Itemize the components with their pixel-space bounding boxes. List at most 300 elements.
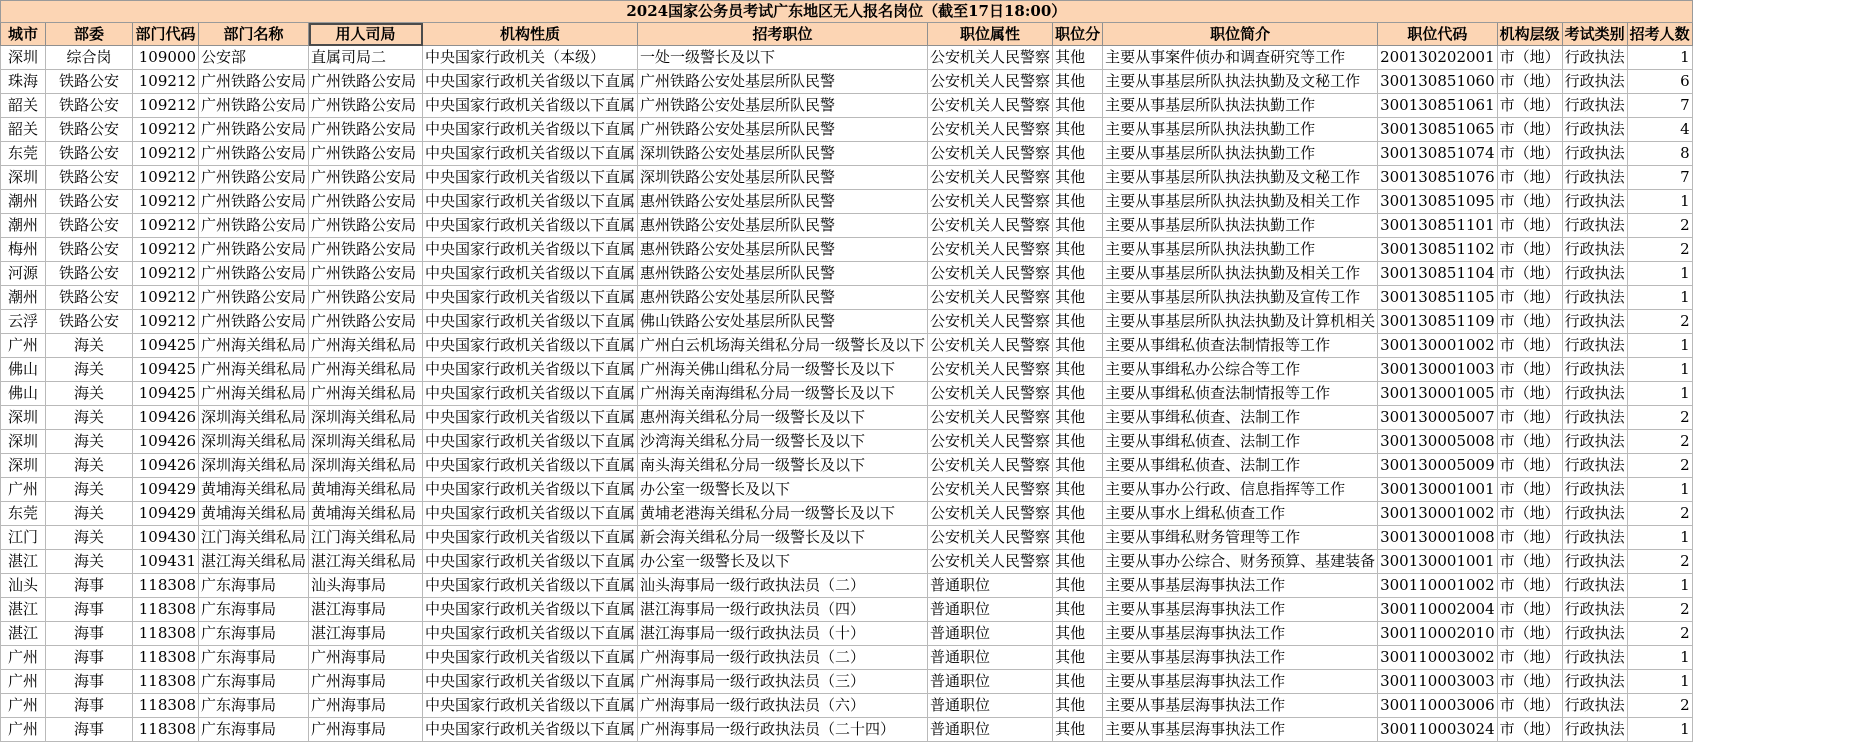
- cell-dept-name[interactable]: 江门海关缉私局: [199, 526, 309, 550]
- cell-position-attr[interactable]: 公安机关人民警察: [928, 94, 1053, 118]
- cell-city[interactable]: 东莞: [1, 502, 46, 526]
- cell-dept-name[interactable]: 深圳海关缉私局: [199, 430, 309, 454]
- cell-employer-bureau[interactable]: 广州海关缉私局: [309, 334, 423, 358]
- cell-org-level[interactable]: 市（地）: [1497, 526, 1562, 550]
- cell-exam-type[interactable]: 行政执法: [1562, 526, 1627, 550]
- cell-employer-bureau[interactable]: 湛江海事局: [309, 622, 423, 646]
- cell-ministry[interactable]: 海事: [46, 646, 133, 670]
- cell-org-nature[interactable]: 中央国家行政机关省级以下直属: [423, 262, 638, 286]
- cell-position-desc[interactable]: 主要从事水上缉私侦查工作: [1103, 502, 1378, 526]
- cell-position-attr[interactable]: 普通职位: [928, 574, 1053, 598]
- cell-employer-bureau[interactable]: 广州铁路公安局: [309, 238, 423, 262]
- cell-position-attr[interactable]: 公安机关人民警察: [928, 406, 1053, 430]
- cell-dept-name[interactable]: 广东海事局: [199, 718, 309, 742]
- cell-dept-name[interactable]: 湛江海关缉私局: [199, 550, 309, 574]
- cell-quota[interactable]: 6: [1627, 70, 1692, 94]
- cell-position-code[interactable]: 300130001002: [1378, 334, 1498, 358]
- cell-position-class[interactable]: 其他: [1053, 694, 1103, 718]
- cell-position-code[interactable]: 300110003002: [1378, 646, 1498, 670]
- cell-position-code[interactable]: 300130005008: [1378, 430, 1498, 454]
- cell-exam-type[interactable]: 行政执法: [1562, 94, 1627, 118]
- cell-org-level[interactable]: 市（地）: [1497, 406, 1562, 430]
- cell-dept-code[interactable]: 109431: [133, 550, 199, 574]
- cell-dept-code[interactable]: 109212: [133, 190, 199, 214]
- cell-position[interactable]: 办公室一级警长及以下: [638, 478, 928, 502]
- cell-position-class[interactable]: 其他: [1053, 190, 1103, 214]
- cell-position-desc[interactable]: 主要从事基层海事执法工作: [1103, 646, 1378, 670]
- header-exam-type[interactable]: 考试类别: [1562, 23, 1627, 46]
- header-org-nature[interactable]: 机构性质: [423, 23, 638, 46]
- cell-exam-type[interactable]: 行政执法: [1562, 670, 1627, 694]
- header-position-desc[interactable]: 职位简介: [1103, 23, 1378, 46]
- cell-org-level[interactable]: 市（地）: [1497, 70, 1562, 94]
- cell-quota[interactable]: 2: [1627, 214, 1692, 238]
- cell-org-level[interactable]: 市（地）: [1497, 358, 1562, 382]
- cell-employer-bureau[interactable]: 广州铁路公安局: [309, 286, 423, 310]
- cell-org-level[interactable]: 市（地）: [1497, 310, 1562, 334]
- cell-quota[interactable]: 1: [1627, 46, 1692, 70]
- cell-org-level[interactable]: 市（地）: [1497, 574, 1562, 598]
- cell-position-code[interactable]: 300110003003: [1378, 670, 1498, 694]
- cell-quota[interactable]: 2: [1627, 430, 1692, 454]
- cell-position[interactable]: 惠州铁路公安处基层所队民警: [638, 262, 928, 286]
- cell-dept-name[interactable]: 广州铁路公安局: [199, 286, 309, 310]
- cell-quota[interactable]: 8: [1627, 142, 1692, 166]
- cell-city[interactable]: 佛山: [1, 358, 46, 382]
- cell-org-nature[interactable]: 中央国家行政机关省级以下直属: [423, 238, 638, 262]
- cell-position[interactable]: 黄埔老港海关缉私分局一级警长及以下: [638, 502, 928, 526]
- cell-position[interactable]: 深圳铁路公安处基层所队民警: [638, 166, 928, 190]
- cell-ministry[interactable]: 海关: [46, 478, 133, 502]
- cell-position-class[interactable]: 其他: [1053, 454, 1103, 478]
- cell-ministry[interactable]: 铁路公安: [46, 214, 133, 238]
- header-position-class[interactable]: 职位分: [1053, 23, 1103, 46]
- cell-ministry[interactable]: 海事: [46, 622, 133, 646]
- cell-exam-type[interactable]: 行政执法: [1562, 286, 1627, 310]
- cell-dept-name[interactable]: 广东海事局: [199, 694, 309, 718]
- cell-position-attr[interactable]: 普通职位: [928, 622, 1053, 646]
- cell-position-code[interactable]: 300110002010: [1378, 622, 1498, 646]
- cell-dept-name[interactable]: 广州铁路公安局: [199, 118, 309, 142]
- cell-exam-type[interactable]: 行政执法: [1562, 406, 1627, 430]
- cell-dept-code[interactable]: 109429: [133, 478, 199, 502]
- cell-ministry[interactable]: 铁路公安: [46, 70, 133, 94]
- cell-position[interactable]: 惠州铁路公安处基层所队民警: [638, 214, 928, 238]
- cell-city[interactable]: 广州: [1, 694, 46, 718]
- cell-org-nature[interactable]: 中央国家行政机关省级以下直属: [423, 622, 638, 646]
- cell-quota[interactable]: 2: [1627, 238, 1692, 262]
- cell-org-level[interactable]: 市（地）: [1497, 598, 1562, 622]
- cell-employer-bureau[interactable]: 广州铁路公安局: [309, 310, 423, 334]
- cell-employer-bureau[interactable]: 广州海关缉私局: [309, 382, 423, 406]
- cell-position-class[interactable]: 其他: [1053, 286, 1103, 310]
- cell-dept-code[interactable]: 109212: [133, 118, 199, 142]
- cell-employer-bureau[interactable]: 广州铁路公安局: [309, 70, 423, 94]
- cell-org-nature[interactable]: 中央国家行政机关省级以下直属: [423, 478, 638, 502]
- cell-employer-bureau[interactable]: 广州海事局: [309, 670, 423, 694]
- cell-exam-type[interactable]: 行政执法: [1562, 142, 1627, 166]
- cell-exam-type[interactable]: 行政执法: [1562, 502, 1627, 526]
- cell-quota[interactable]: 2: [1627, 406, 1692, 430]
- cell-org-nature[interactable]: 中央国家行政机关省级以下直属: [423, 118, 638, 142]
- cell-position-attr[interactable]: 公安机关人民警察: [928, 118, 1053, 142]
- cell-org-level[interactable]: 市（地）: [1497, 334, 1562, 358]
- cell-position-attr[interactable]: 公安机关人民警察: [928, 262, 1053, 286]
- cell-org-level[interactable]: 市（地）: [1497, 670, 1562, 694]
- cell-position[interactable]: 广州铁路公安处基层所队民警: [638, 70, 928, 94]
- cell-position-attr[interactable]: 普通职位: [928, 694, 1053, 718]
- cell-employer-bureau[interactable]: 湛江海事局: [309, 598, 423, 622]
- cell-quota[interactable]: 2: [1627, 694, 1692, 718]
- cell-exam-type[interactable]: 行政执法: [1562, 550, 1627, 574]
- cell-dept-code[interactable]: 109212: [133, 70, 199, 94]
- cell-city[interactable]: 深圳: [1, 406, 46, 430]
- cell-org-nature[interactable]: 中央国家行政机关省级以下直属: [423, 166, 638, 190]
- cell-position-class[interactable]: 其他: [1053, 94, 1103, 118]
- cell-org-nature[interactable]: 中央国家行政机关省级以下直属: [423, 718, 638, 742]
- cell-dept-code[interactable]: 118308: [133, 670, 199, 694]
- cell-dept-name[interactable]: 广东海事局: [199, 622, 309, 646]
- cell-position-attr[interactable]: 公安机关人民警察: [928, 334, 1053, 358]
- cell-exam-type[interactable]: 行政执法: [1562, 214, 1627, 238]
- cell-dept-code[interactable]: 109429: [133, 502, 199, 526]
- cell-ministry[interactable]: 综合岗: [46, 46, 133, 70]
- cell-employer-bureau[interactable]: 广州铁路公安局: [309, 262, 423, 286]
- cell-employer-bureau[interactable]: 广州铁路公安局: [309, 166, 423, 190]
- cell-position-code[interactable]: 300130001005: [1378, 382, 1498, 406]
- cell-position-attr[interactable]: 公安机关人民警察: [928, 526, 1053, 550]
- cell-exam-type[interactable]: 行政执法: [1562, 118, 1627, 142]
- cell-quota[interactable]: 1: [1627, 286, 1692, 310]
- cell-position-attr[interactable]: 普通职位: [928, 646, 1053, 670]
- cell-exam-type[interactable]: 行政执法: [1562, 190, 1627, 214]
- cell-position[interactable]: 沙湾海关缉私分局一级警长及以下: [638, 430, 928, 454]
- cell-exam-type[interactable]: 行政执法: [1562, 46, 1627, 70]
- cell-employer-bureau[interactable]: 广州海关缉私局: [309, 358, 423, 382]
- cell-dept-code[interactable]: 109212: [133, 214, 199, 238]
- cell-org-nature[interactable]: 中央国家行政机关省级以下直属: [423, 670, 638, 694]
- cell-position-desc[interactable]: 主要从事基层所队执法执勤工作: [1103, 142, 1378, 166]
- cell-position[interactable]: 广州铁路公安处基层所队民警: [638, 94, 928, 118]
- cell-position-desc[interactable]: 主要从事基层所队执法执勤及宣传工作: [1103, 286, 1378, 310]
- cell-ministry[interactable]: 海关: [46, 406, 133, 430]
- cell-quota[interactable]: 1: [1627, 190, 1692, 214]
- cell-exam-type[interactable]: 行政执法: [1562, 454, 1627, 478]
- cell-ministry[interactable]: 海事: [46, 574, 133, 598]
- header-position[interactable]: 招考职位: [638, 23, 928, 46]
- cell-quota[interactable]: 7: [1627, 166, 1692, 190]
- cell-dept-name[interactable]: 广州铁路公安局: [199, 94, 309, 118]
- cell-employer-bureau[interactable]: 深圳海关缉私局: [309, 454, 423, 478]
- cell-city[interactable]: 东莞: [1, 142, 46, 166]
- cell-quota[interactable]: 2: [1627, 550, 1692, 574]
- cell-position-attr[interactable]: 公安机关人民警察: [928, 550, 1053, 574]
- cell-dept-name[interactable]: 广州铁路公安局: [199, 262, 309, 286]
- cell-quota[interactable]: 7: [1627, 94, 1692, 118]
- cell-employer-bureau[interactable]: 广州铁路公安局: [309, 214, 423, 238]
- cell-position[interactable]: 广州海事局一级行政执法员（二十四）: [638, 718, 928, 742]
- cell-org-nature[interactable]: 中央国家行政机关省级以下直属: [423, 286, 638, 310]
- cell-dept-code[interactable]: 118308: [133, 574, 199, 598]
- cell-position[interactable]: 新会海关缉私分局一级警长及以下: [638, 526, 928, 550]
- cell-position[interactable]: 南头海关缉私分局一级警长及以下: [638, 454, 928, 478]
- header-quota[interactable]: 招考人数: [1627, 23, 1692, 46]
- cell-position-code[interactable]: 300130001002: [1378, 502, 1498, 526]
- cell-dept-code[interactable]: 109212: [133, 310, 199, 334]
- cell-quota[interactable]: 1: [1627, 382, 1692, 406]
- cell-position-desc[interactable]: 主要从事基层海事执法工作: [1103, 622, 1378, 646]
- cell-position-attr[interactable]: 公安机关人民警察: [928, 166, 1053, 190]
- cell-city[interactable]: 湛江: [1, 550, 46, 574]
- cell-position-class[interactable]: 其他: [1053, 574, 1103, 598]
- header-dept-code[interactable]: 部门代码: [133, 23, 199, 46]
- cell-org-level[interactable]: 市（地）: [1497, 718, 1562, 742]
- cell-ministry[interactable]: 铁路公安: [46, 262, 133, 286]
- cell-position-desc[interactable]: 主要从事缉私侦查、法制工作: [1103, 430, 1378, 454]
- cell-position[interactable]: 一处一级警长及以下: [638, 46, 928, 70]
- cell-position-attr[interactable]: 公安机关人民警察: [928, 430, 1053, 454]
- cell-position-code[interactable]: 300130005007: [1378, 406, 1498, 430]
- cell-employer-bureau[interactable]: 黄埔海关缉私局: [309, 478, 423, 502]
- cell-position-attr[interactable]: 公安机关人民警察: [928, 358, 1053, 382]
- cell-org-nature[interactable]: 中央国家行政机关省级以下直属: [423, 382, 638, 406]
- cell-city[interactable]: 江门: [1, 526, 46, 550]
- cell-exam-type[interactable]: 行政执法: [1562, 334, 1627, 358]
- cell-position-class[interactable]: 其他: [1053, 118, 1103, 142]
- cell-employer-bureau[interactable]: 广州海事局: [309, 646, 423, 670]
- cell-employer-bureau[interactable]: 深圳海关缉私局: [309, 406, 423, 430]
- cell-ministry[interactable]: 海事: [46, 670, 133, 694]
- cell-dept-code[interactable]: 109212: [133, 166, 199, 190]
- cell-position-class[interactable]: 其他: [1053, 382, 1103, 406]
- cell-position-class[interactable]: 其他: [1053, 358, 1103, 382]
- cell-dept-code[interactable]: 118308: [133, 622, 199, 646]
- cell-position-class[interactable]: 其他: [1053, 46, 1103, 70]
- cell-position-code[interactable]: 300130851104: [1378, 262, 1498, 286]
- cell-position-attr[interactable]: 公安机关人民警察: [928, 214, 1053, 238]
- cell-ministry[interactable]: 海事: [46, 598, 133, 622]
- cell-position-desc[interactable]: 主要从事缉私办公综合等工作: [1103, 358, 1378, 382]
- cell-exam-type[interactable]: 行政执法: [1562, 430, 1627, 454]
- cell-dept-name[interactable]: 公安部: [199, 46, 309, 70]
- cell-position-desc[interactable]: 主要从事基层所队执法执勤及文秘工作: [1103, 166, 1378, 190]
- cell-position-code[interactable]: 300130851105: [1378, 286, 1498, 310]
- cell-dept-name[interactable]: 广州铁路公安局: [199, 142, 309, 166]
- cell-org-nature[interactable]: 中央国家行政机关省级以下直属: [423, 70, 638, 94]
- cell-org-nature[interactable]: 中央国家行政机关省级以下直属: [423, 358, 638, 382]
- header-employer-bureau[interactable]: 用人司局: [309, 23, 423, 46]
- cell-dept-name[interactable]: 广州海关缉私局: [199, 382, 309, 406]
- cell-city[interactable]: 深圳: [1, 430, 46, 454]
- cell-ministry[interactable]: 铁路公安: [46, 142, 133, 166]
- cell-quota[interactable]: 2: [1627, 454, 1692, 478]
- cell-position-attr[interactable]: 普通职位: [928, 718, 1053, 742]
- cell-dept-code[interactable]: 118308: [133, 646, 199, 670]
- cell-org-nature[interactable]: 中央国家行政机关（本级）: [423, 46, 638, 70]
- cell-org-nature[interactable]: 中央国家行政机关省级以下直属: [423, 646, 638, 670]
- cell-position-class[interactable]: 其他: [1053, 334, 1103, 358]
- cell-city[interactable]: 广州: [1, 646, 46, 670]
- cell-city[interactable]: 珠海: [1, 70, 46, 94]
- cell-employer-bureau[interactable]: 广州铁路公安局: [309, 142, 423, 166]
- cell-position[interactable]: 深圳铁路公安处基层所队民警: [638, 142, 928, 166]
- cell-position-class[interactable]: 其他: [1053, 406, 1103, 430]
- cell-city[interactable]: 潮州: [1, 214, 46, 238]
- cell-ministry[interactable]: 海关: [46, 334, 133, 358]
- cell-exam-type[interactable]: 行政执法: [1562, 598, 1627, 622]
- cell-org-nature[interactable]: 中央国家行政机关省级以下直属: [423, 214, 638, 238]
- cell-org-level[interactable]: 市（地）: [1497, 430, 1562, 454]
- cell-position-class[interactable]: 其他: [1053, 526, 1103, 550]
- cell-position-code[interactable]: 300130851095: [1378, 190, 1498, 214]
- cell-org-level[interactable]: 市（地）: [1497, 94, 1562, 118]
- cell-org-nature[interactable]: 中央国家行政机关省级以下直属: [423, 526, 638, 550]
- cell-dept-code[interactable]: 109000: [133, 46, 199, 70]
- cell-position-class[interactable]: 其他: [1053, 502, 1103, 526]
- cell-dept-code[interactable]: 118308: [133, 694, 199, 718]
- cell-position-desc[interactable]: 主要从事基层所队执法执勤工作: [1103, 118, 1378, 142]
- cell-org-nature[interactable]: 中央国家行政机关省级以下直属: [423, 142, 638, 166]
- cell-exam-type[interactable]: 行政执法: [1562, 574, 1627, 598]
- cell-position-class[interactable]: 其他: [1053, 430, 1103, 454]
- cell-position-desc[interactable]: 主要从事基层所队执法执勤及计算机相关: [1103, 310, 1378, 334]
- cell-quota[interactable]: 1: [1627, 262, 1692, 286]
- cell-org-level[interactable]: 市（地）: [1497, 118, 1562, 142]
- cell-position-code[interactable]: 300130001001: [1378, 478, 1498, 502]
- cell-ministry[interactable]: 海关: [46, 430, 133, 454]
- cell-quota[interactable]: 1: [1627, 670, 1692, 694]
- cell-position-desc[interactable]: 主要从事基层海事执法工作: [1103, 574, 1378, 598]
- cell-org-nature[interactable]: 中央国家行政机关省级以下直属: [423, 310, 638, 334]
- cell-org-level[interactable]: 市（地）: [1497, 382, 1562, 406]
- cell-org-level[interactable]: 市（地）: [1497, 646, 1562, 670]
- cell-exam-type[interactable]: 行政执法: [1562, 310, 1627, 334]
- cell-position-code[interactable]: 300130001003: [1378, 358, 1498, 382]
- cell-quota[interactable]: 2: [1627, 622, 1692, 646]
- cell-position-code[interactable]: 300130005009: [1378, 454, 1498, 478]
- cell-position-desc[interactable]: 主要从事基层海事执法工作: [1103, 694, 1378, 718]
- cell-position-attr[interactable]: 公安机关人民警察: [928, 478, 1053, 502]
- cell-org-nature[interactable]: 中央国家行政机关省级以下直属: [423, 454, 638, 478]
- cell-employer-bureau[interactable]: 广州铁路公安局: [309, 118, 423, 142]
- cell-exam-type[interactable]: 行政执法: [1562, 646, 1627, 670]
- cell-dept-name[interactable]: 广东海事局: [199, 670, 309, 694]
- cell-quota[interactable]: 4: [1627, 118, 1692, 142]
- cell-org-nature[interactable]: 中央国家行政机关省级以下直属: [423, 574, 638, 598]
- cell-position-code[interactable]: 200130202001: [1378, 46, 1498, 70]
- cell-org-level[interactable]: 市（地）: [1497, 622, 1562, 646]
- cell-position-code[interactable]: 300130851109: [1378, 310, 1498, 334]
- cell-ministry[interactable]: 海关: [46, 358, 133, 382]
- cell-quota[interactable]: 1: [1627, 646, 1692, 670]
- cell-position[interactable]: 惠州铁路公安处基层所队民警: [638, 286, 928, 310]
- cell-employer-bureau[interactable]: 广州海事局: [309, 718, 423, 742]
- cell-ministry[interactable]: 铁路公安: [46, 238, 133, 262]
- cell-org-level[interactable]: 市（地）: [1497, 550, 1562, 574]
- cell-dept-name[interactable]: 广州海关缉私局: [199, 358, 309, 382]
- cell-city[interactable]: 韶关: [1, 118, 46, 142]
- cell-position-desc[interactable]: 主要从事基层所队执法执勤工作: [1103, 238, 1378, 262]
- cell-exam-type[interactable]: 行政执法: [1562, 238, 1627, 262]
- cell-org-level[interactable]: 市（地）: [1497, 478, 1562, 502]
- cell-dept-code[interactable]: 109425: [133, 382, 199, 406]
- cell-city[interactable]: 梅州: [1, 238, 46, 262]
- cell-position-desc[interactable]: 主要从事基层所队执法执勤工作: [1103, 94, 1378, 118]
- cell-city[interactable]: 深圳: [1, 166, 46, 190]
- cell-org-nature[interactable]: 中央国家行政机关省级以下直属: [423, 502, 638, 526]
- header-position-attr[interactable]: 职位属性: [928, 23, 1053, 46]
- cell-exam-type[interactable]: 行政执法: [1562, 694, 1627, 718]
- cell-position-attr[interactable]: 公安机关人民警察: [928, 310, 1053, 334]
- cell-org-level[interactable]: 市（地）: [1497, 262, 1562, 286]
- cell-position-class[interactable]: 其他: [1053, 142, 1103, 166]
- cell-position-attr[interactable]: 普通职位: [928, 670, 1053, 694]
- cell-org-level[interactable]: 市（地）: [1497, 694, 1562, 718]
- cell-position-code[interactable]: 300110001002: [1378, 574, 1498, 598]
- cell-position[interactable]: 惠州铁路公安处基层所队民警: [638, 190, 928, 214]
- cell-org-level[interactable]: 市（地）: [1497, 190, 1562, 214]
- cell-dept-code[interactable]: 109212: [133, 238, 199, 262]
- cell-city[interactable]: 汕头: [1, 574, 46, 598]
- cell-city[interactable]: 韶关: [1, 94, 46, 118]
- cell-position-desc[interactable]: 主要从事缉私侦查法制情报等工作: [1103, 382, 1378, 406]
- cell-quota[interactable]: 1: [1627, 526, 1692, 550]
- cell-position-desc[interactable]: 主要从事办公行政、信息指挥等工作: [1103, 478, 1378, 502]
- cell-org-level[interactable]: 市（地）: [1497, 166, 1562, 190]
- cell-quota[interactable]: 1: [1627, 574, 1692, 598]
- cell-exam-type[interactable]: 行政执法: [1562, 382, 1627, 406]
- cell-city[interactable]: 深圳: [1, 454, 46, 478]
- cell-dept-code[interactable]: 118308: [133, 598, 199, 622]
- cell-position-class[interactable]: 其他: [1053, 670, 1103, 694]
- cell-position-class[interactable]: 其他: [1053, 646, 1103, 670]
- cell-position-class[interactable]: 其他: [1053, 166, 1103, 190]
- cell-employer-bureau[interactable]: 广州铁路公安局: [309, 190, 423, 214]
- cell-city[interactable]: 河源: [1, 262, 46, 286]
- cell-org-nature[interactable]: 中央国家行政机关省级以下直属: [423, 694, 638, 718]
- cell-position-attr[interactable]: 公安机关人民警察: [928, 142, 1053, 166]
- cell-employer-bureau[interactable]: 广州铁路公安局: [309, 94, 423, 118]
- cell-employer-bureau[interactable]: 黄埔海关缉私局: [309, 502, 423, 526]
- cell-org-nature[interactable]: 中央国家行政机关省级以下直属: [423, 334, 638, 358]
- cell-city[interactable]: 广州: [1, 670, 46, 694]
- header-dept-name[interactable]: 部门名称: [199, 23, 309, 46]
- cell-dept-code[interactable]: 109212: [133, 94, 199, 118]
- cell-dept-code[interactable]: 109425: [133, 334, 199, 358]
- cell-dept-name[interactable]: 广州铁路公安局: [199, 166, 309, 190]
- cell-position-desc[interactable]: 主要从事缉私财务管理等工作: [1103, 526, 1378, 550]
- cell-position-code[interactable]: 300130851061: [1378, 94, 1498, 118]
- header-position-code[interactable]: 职位代码: [1378, 23, 1498, 46]
- cell-position-desc[interactable]: 主要从事基层所队执法执勤及相关工作: [1103, 262, 1378, 286]
- cell-employer-bureau[interactable]: 湛江海关缉私局: [309, 550, 423, 574]
- cell-ministry[interactable]: 海关: [46, 550, 133, 574]
- cell-position-desc[interactable]: 主要从事缉私侦查、法制工作: [1103, 454, 1378, 478]
- cell-dept-name[interactable]: 广东海事局: [199, 646, 309, 670]
- cell-exam-type[interactable]: 行政执法: [1562, 718, 1627, 742]
- cell-position-attr[interactable]: 公安机关人民警察: [928, 46, 1053, 70]
- cell-position-attr[interactable]: 公安机关人民警察: [928, 190, 1053, 214]
- cell-position-class[interactable]: 其他: [1053, 310, 1103, 334]
- header-city[interactable]: 城市: [1, 23, 46, 46]
- cell-position-code[interactable]: 300110003006: [1378, 694, 1498, 718]
- cell-dept-name[interactable]: 广东海事局: [199, 574, 309, 598]
- cell-exam-type[interactable]: 行政执法: [1562, 262, 1627, 286]
- cell-quota[interactable]: 2: [1627, 502, 1692, 526]
- cell-city[interactable]: 湛江: [1, 622, 46, 646]
- cell-exam-type[interactable]: 行政执法: [1562, 166, 1627, 190]
- cell-position-desc[interactable]: 主要从事基层所队执法执勤及文秘工作: [1103, 70, 1378, 94]
